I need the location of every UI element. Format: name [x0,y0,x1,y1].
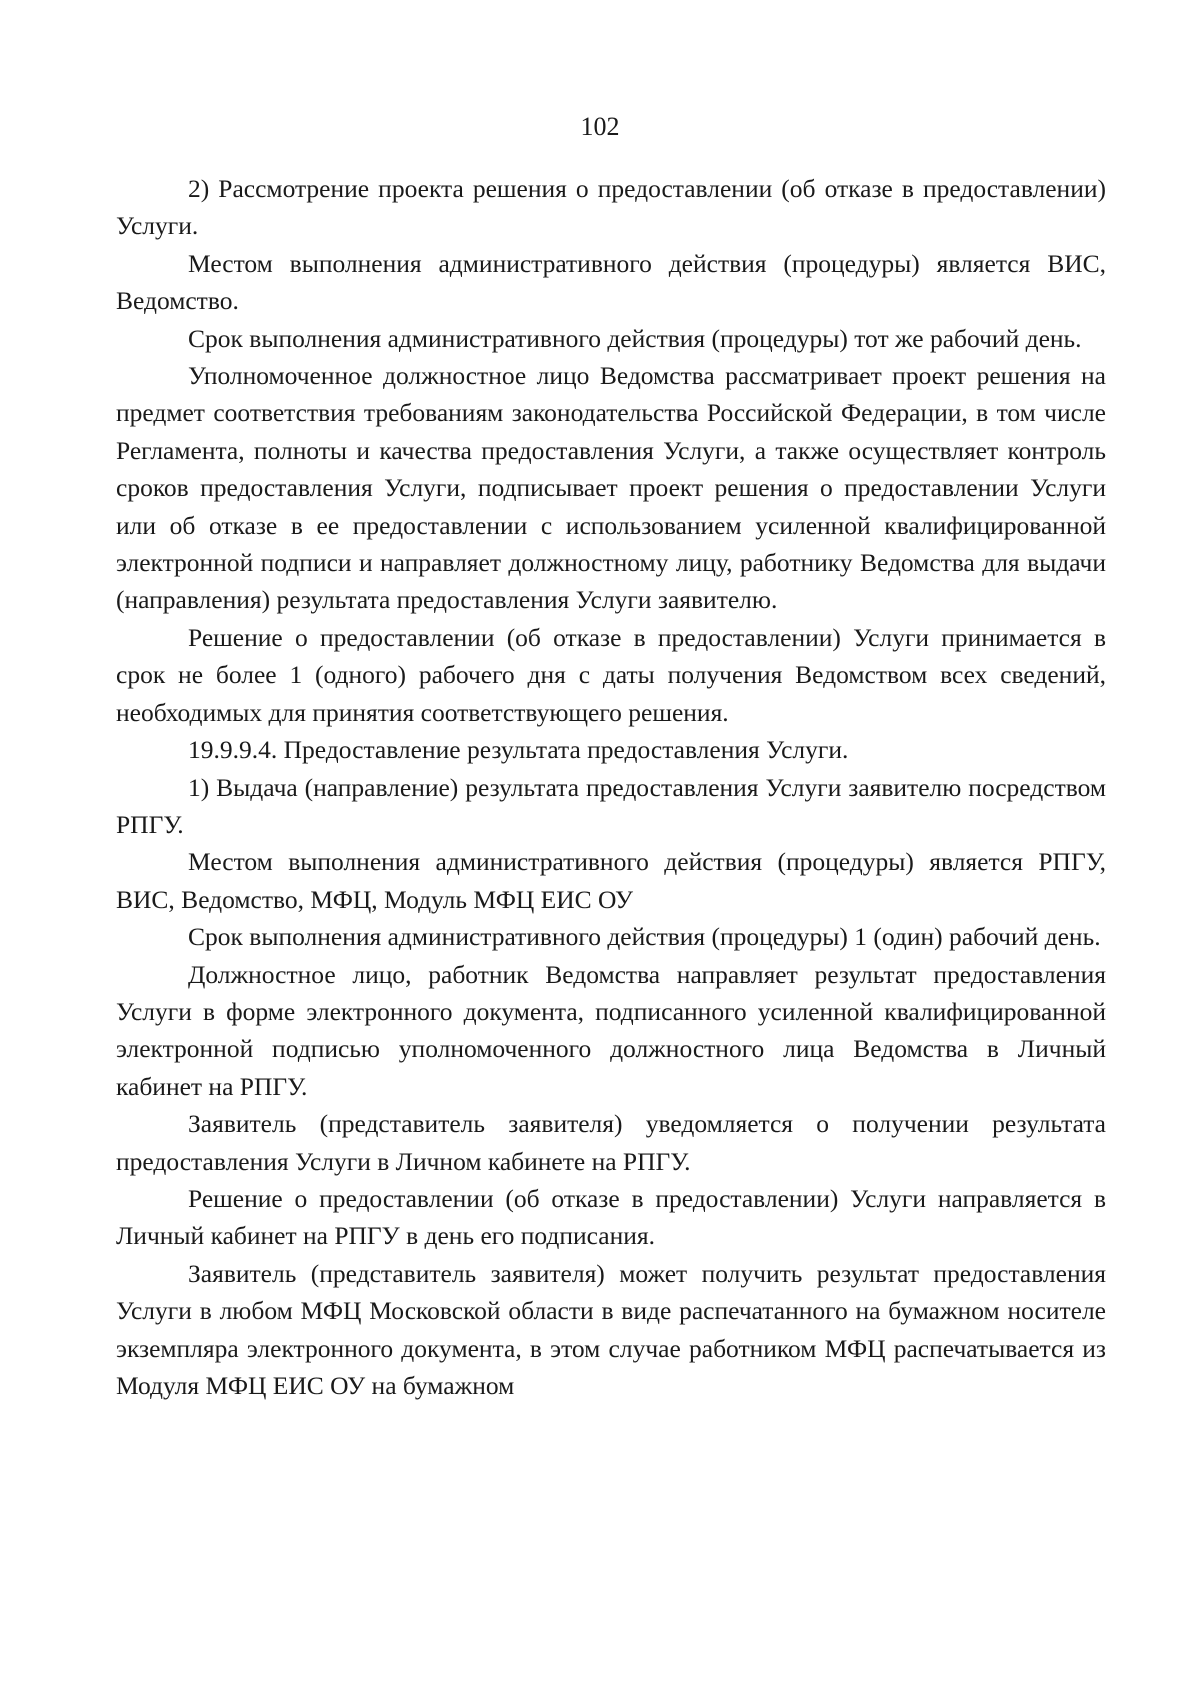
paragraph: Уполномоченное должностное лицо Ведомства рассматривает проект решения на предмет соответствия требованиям законодательства Российской Федерации, в том числе Регламента, полноты и качества предоставления Услуги, а также осуществляет контроль сроков предоставления Услуги, подписывает проект решения о предоставлении Услуги или об отказе в ее предоставлении с использованием усиленной квалифицированной электронной подписи и направляет должностному лицу, работнику Ведомства для выдачи (направления) результата предоставления Услуги заявителю. [116,361,1106,615]
paragraph: Местом выполнения административного действия (процедуры) является ВИС, Ведомство. [116,248,1106,316]
paragraph: Местом выполнения административного действия (процедуры) является РПГУ, ВИС, Ведомство, МФЦ, Модуль МФЦ ЕИС ОУ [116,847,1106,914]
paragraph: Должностное лицо, работник Ведомства направляет результат предоставления Услуги в форме электронного документа, подписанного усиленной квалифицированной электронной подписью уполномоченного должностного лица Ведомства в Личный кабинет на РПГУ. [116,959,1106,1101]
page-number: 102 [580,112,620,141]
paragraph: 2) Рассмотрение проекта решения о предоставлении (об отказе в предоставлении) Услуги. [116,174,1106,241]
paragraph: Решение о предоставлении (об отказе в предоставлении) Услуги направляется в Личный кабинет на РПГУ в день его подписания. [116,1183,1106,1251]
paragraph: Срок выполнения административного действия (процедуры) тот же рабочий день. [188,323,1082,353]
paragraph: 1) Выдача (направление) результата предоставления Услуги заявителю посредством РПГУ. [116,772,1106,839]
section-heading: 19.9.9.4. Предоставление результата предоставления Услуги. [188,735,849,765]
paragraph: Заявитель (представитель заявителя) уведомляется о получении результата предоставления Услуги в Личном кабинете на РПГУ. [116,1109,1106,1176]
paragraph: Заявитель (представитель заявителя) может получить результат предоставления Услуги в любом МФЦ Московской области в виде распечатанного на бумажном носителе экземпляра электронного документа, в этом случае работником МФЦ распечатывается из Модуля МФЦ ЕИС ОУ на бумажном [116,1258,1106,1400]
paragraph: Решение о предоставлении (об отказе в предоставлении) Услуги принимается в срок не более 1 (одного) рабочего дня с даты получения Ведомством всех сведений, необходимых для принятия соответствующего решения. [116,622,1106,727]
paragraph: Срок выполнения административного действия (процедуры) 1 (один) рабочий день. [188,922,1101,952]
document-body [116,170,1106,1404]
